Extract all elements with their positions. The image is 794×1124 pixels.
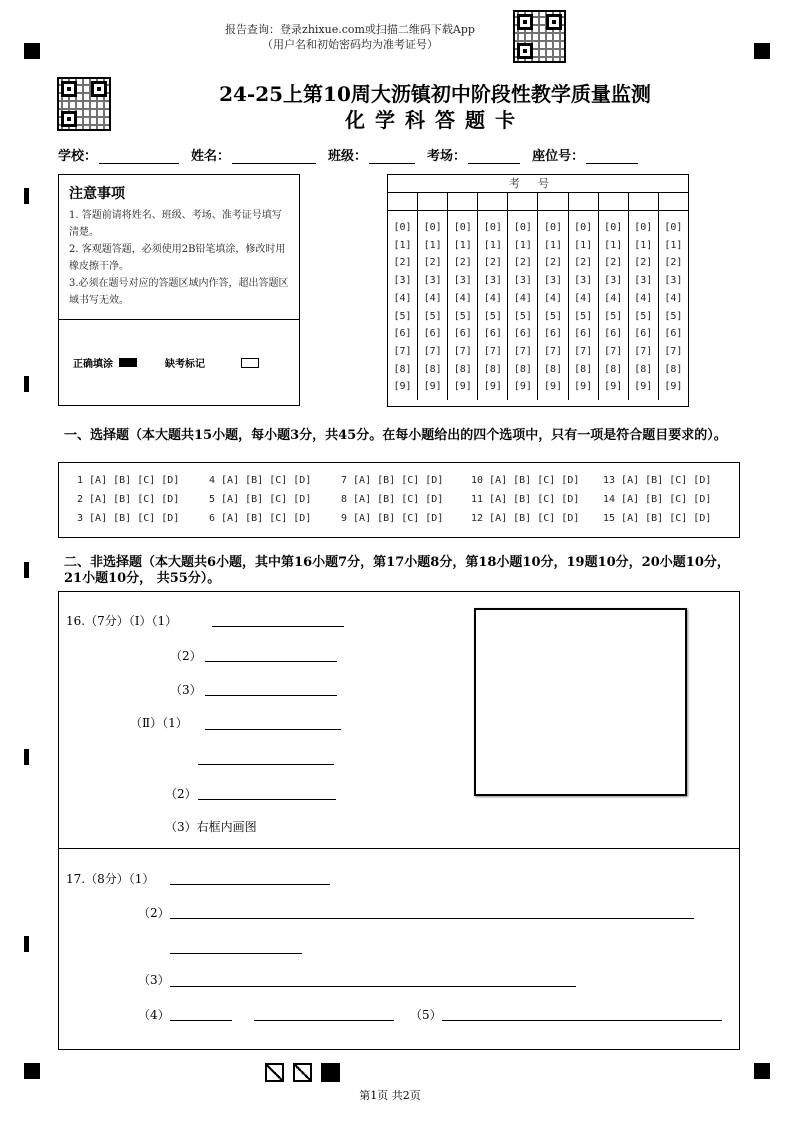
id-digit-bubble[interactable]: [0] [574,222,593,233]
student-id-column [599,211,629,400]
id-write-box[interactable] [629,193,659,210]
mc-question-15[interactable]: 15 [A] [B] [C] [D] [603,513,712,524]
page-number: 第1页 共2页 [359,1089,421,1102]
id-digit-bubble[interactable]: [1] [513,239,532,251]
mc-question-12[interactable]: 12 [A] [B] [C] [D] [471,513,580,524]
absent-checkbox[interactable] [241,358,259,368]
id-digit-bubble[interactable]: [8] [453,363,472,375]
q17-part-5: （5） [410,1008,442,1022]
report-query-note [215,22,485,52]
notice-item: 1. 答题前请将姓名、班级、考场、准考证号填写清楚。 [69,210,282,238]
student-id-write-boxes [388,193,688,211]
id-digit-bubble[interactable]: [6] [574,328,593,340]
id-digit-bubble[interactable]: [7] [453,345,472,357]
id-digit-bubble[interactable]: [0] [513,222,532,233]
mc-question-3[interactable]: 3 [A] [B] [C] [D] [77,513,180,524]
id-digit-bubble[interactable]: [4] [423,292,442,304]
id-digit-bubble[interactable]: [3] [664,275,683,287]
mc-question-14[interactable]: 14 [A] [B] [C] [D] [603,494,712,505]
page-marker-crossed [265,1063,284,1082]
id-digit-bubble[interactable]: [0] [543,222,563,233]
notice-box [58,174,300,406]
id-digit-bubble[interactable]: [6] [483,328,502,340]
school-label: 学校： [58,149,98,164]
id-digit-bubble[interactable]: [4] [604,292,623,304]
id-digit-bubble[interactable]: [5] [604,310,623,322]
id-digit-bubble[interactable]: [3] [453,275,472,287]
answer-line[interactable] [205,661,337,662]
id-digit-bubble[interactable]: [8] [664,363,683,375]
id-digit-bubble[interactable]: [5] [513,310,532,322]
mc-question-4[interactable]: 4 [A] [B] [C] [D] [209,475,312,486]
id-digit-bubble[interactable]: [9] [483,381,502,393]
notice-item: 3.必须在题号对应的答题区域内作答，超出答题区域书写无效。 [69,278,289,306]
answer-line[interactable] [205,695,337,696]
page-marker-crossed [293,1063,312,1082]
id-digit-bubble[interactable]: [6] [393,328,412,340]
q16-section-2: （Ⅱ）（1） [130,716,188,730]
side-timing-mark [24,562,29,578]
id-digit-bubble[interactable]: [1] [543,239,563,251]
id-digit-bubble[interactable]: [8] [604,363,623,375]
student-id-column [388,211,418,400]
answer-line[interactable] [170,953,302,954]
id-digit-bubble[interactable]: [5] [543,310,563,322]
notice-divider [59,319,299,320]
id-digit-bubble[interactable]: [6] [664,328,683,340]
id-write-box[interactable] [448,193,478,210]
id-write-box[interactable] [599,193,629,210]
id-digit-bubble[interactable]: [1] [453,239,472,251]
id-digit-bubble[interactable]: [6] [513,328,532,340]
id-digit-bubble[interactable]: [8] [634,363,653,375]
id-digit-bubble[interactable]: [8] [543,363,563,375]
student-id-column [478,211,508,400]
id-digit-bubble[interactable]: [0] [453,222,472,233]
notice-title: 注意事项 [69,186,125,202]
correct-fill-label: 正确填涂 [73,359,113,370]
id-digit-bubble[interactable]: [6] [543,328,563,340]
side-timing-mark [24,936,29,952]
student-id-column [508,211,538,400]
id-digit-bubble[interactable]: [0] [664,222,683,233]
id-digit-bubble[interactable]: [4] [483,292,502,304]
id-digit-bubble[interactable]: [9] [393,381,412,393]
seat-field[interactable] [586,150,638,164]
id-digit-bubble[interactable]: [9] [574,381,593,393]
answer-line[interactable] [198,799,336,800]
q17-part-4: （4） [138,1008,170,1022]
exam-room-field[interactable] [468,150,520,164]
id-digit-bubble[interactable]: [7] [664,345,683,357]
page-marker-filled [321,1063,340,1082]
id-digit-bubble[interactable]: [1] [634,239,653,251]
mc-question-8[interactable]: 8 [A] [B] [C] [D] [341,494,444,505]
alignment-mark [24,1063,40,1079]
id-digit-bubble[interactable]: [3] [574,275,593,287]
absent-label: 缺考标记 [165,359,205,370]
mc-question-10[interactable]: 10 [A] [B] [C] [D] [471,475,580,486]
exam-room-label: 考场： [427,149,467,164]
id-digit-bubble[interactable]: [2] [393,257,412,269]
id-digit-bubble[interactable]: [9] [664,381,683,393]
answer-line[interactable] [254,1020,394,1021]
id-digit-bubble[interactable]: [1] [483,239,502,251]
id-digit-bubble[interactable]: [9] [423,381,442,393]
qr-code-icon [57,77,111,131]
drawing-box[interactable] [474,608,687,796]
id-digit-bubble[interactable]: [7] [543,345,563,357]
answer-line[interactable] [170,1020,232,1021]
name-label: 姓名： [191,149,231,164]
id-digit-bubble[interactable]: [8] [393,363,412,375]
mc-question-1[interactable]: 1 [A] [B] [C] [D] [77,475,180,486]
note-line-2: （用户名和初始密码均为准考证号） [262,38,438,51]
answer-line[interactable] [170,884,330,885]
answer-line[interactable] [170,986,576,987]
qr-code-icon [513,10,566,63]
id-digit-bubble[interactable]: [2] [574,257,593,269]
id-digit-bubble[interactable]: [4] [453,292,472,304]
id-digit-bubble[interactable]: [3] [423,275,442,287]
id-digit-bubble[interactable]: [2] [543,257,563,269]
id-digit-bubble[interactable]: [0] [483,222,502,233]
id-digit-bubble[interactable]: [5] [453,310,472,322]
id-write-box[interactable] [418,193,448,210]
student-id-bubbles [388,211,688,400]
id-digit-bubble[interactable]: [1] [393,239,412,251]
id-digit-bubble[interactable]: [2] [483,257,502,269]
id-digit-bubble[interactable]: [9] [604,381,623,393]
notice-item: 2. 客观题答题，必须使用2B铅笔填涂，修改时用橡皮擦干净。 [69,244,286,272]
student-id-column [538,211,568,400]
id-digit-bubble[interactable]: [6] [423,328,442,340]
school-field[interactable] [99,150,179,164]
id-digit-bubble[interactable]: [4] [574,292,593,304]
student-id-grid [387,174,689,407]
id-digit-bubble[interactable]: [9] [513,381,532,393]
id-digit-bubble[interactable]: [3] [543,275,563,287]
id-digit-bubble[interactable]: [5] [664,310,683,322]
section2-title: 二、非选择题（本大题共6小题，其中第16小题7分，第17小题8分，第18小题10分，19题10分，20小题10分，21小题10分， 共55分）。 [64,555,730,586]
mc-question-5[interactable]: 5 [A] [B] [C] [D] [209,494,312,505]
student-id-column [448,211,478,400]
id-write-box[interactable] [659,193,688,210]
correct-fill-sample [119,358,137,367]
id-digit-bubble[interactable]: [8] [513,363,532,375]
id-digit-bubble[interactable]: [7] [604,345,623,357]
answer-line[interactable] [212,626,344,627]
mc-question-6[interactable]: 6 [A] [B] [C] [D] [209,513,312,524]
id-digit-bubble[interactable]: [7] [574,345,593,357]
q16-part-3: （3） [170,683,202,697]
student-id-column [629,211,659,400]
q17-label: 17.（8分）（1） [66,872,155,886]
id-digit-bubble[interactable]: [0] [423,222,442,233]
mc-question-13[interactable]: 13 [A] [B] [C] [D] [603,475,712,486]
id-digit-bubble[interactable]: [3] [604,275,623,287]
q16-part-2: （2） [170,649,202,663]
name-field[interactable] [232,150,316,164]
id-digit-bubble[interactable]: [4] [393,292,412,304]
id-digit-bubble[interactable]: [5] [483,310,502,322]
answer-line[interactable] [170,918,694,919]
id-digit-bubble[interactable]: [4] [513,292,532,304]
id-digit-bubble[interactable]: [6] [453,328,472,340]
student-info-row [58,145,758,164]
mc-question-7[interactable]: 7 [A] [B] [C] [D] [341,475,444,486]
id-digit-bubble[interactable]: [0] [393,222,412,233]
id-write-box[interactable] [538,193,568,210]
id-digit-bubble[interactable]: [2] [604,257,623,269]
id-digit-bubble[interactable]: [2] [453,257,472,269]
id-write-box[interactable] [569,193,599,210]
exam-title: 24-25上第10周大沥镇初中阶段性教学质量监测 [219,82,651,106]
id-digit-bubble[interactable]: [4] [664,292,683,304]
id-digit-bubble[interactable]: [5] [634,310,653,322]
id-digit-bubble[interactable]: [1] [604,239,623,251]
id-digit-bubble[interactable]: [4] [634,292,653,304]
multiple-choice-box [58,462,740,538]
side-timing-mark [24,376,29,392]
seat-label: 座位号： [532,149,585,164]
class-label: 班级： [328,149,368,164]
q17-part-2: （2） [138,906,170,920]
mc-question-11[interactable]: 11 [A] [B] [C] [D] [471,494,580,505]
mc-question-2[interactable]: 2 [A] [B] [C] [D] [77,494,180,505]
id-digit-bubble[interactable]: [1] [664,239,683,251]
alignment-mark [754,1063,770,1079]
q16-sec2-part-2: （2） [165,787,197,801]
note-line-1: 报告查询：登录zhixue.com或扫描二维码下载App [225,23,475,36]
id-digit-bubble[interactable]: [2] [513,257,532,269]
id-digit-bubble[interactable]: [3] [634,275,653,287]
q16-sec2-part-3: （3）右框内画图 [165,820,257,834]
id-digit-bubble[interactable]: [7] [634,345,653,357]
id-digit-bubble[interactable]: [8] [423,363,442,375]
q16-label: 16.（7分）（Ⅰ）（1） [66,614,178,628]
id-digit-bubble[interactable]: [8] [574,363,593,375]
id-digit-bubble[interactable]: [7] [513,345,532,357]
q17-part-3: （3） [138,973,170,987]
id-digit-bubble[interactable]: [2] [423,257,442,269]
id-digit-bubble[interactable]: [7] [483,345,502,357]
id-digit-bubble[interactable]: [3] [393,275,412,287]
id-digit-bubble[interactable]: [3] [513,275,532,287]
student-id-column [659,211,688,400]
id-digit-bubble[interactable]: [6] [634,328,653,340]
id-digit-bubble[interactable]: [4] [543,292,563,304]
side-timing-mark [24,749,29,765]
id-digit-bubble[interactable]: [0] [604,222,623,233]
class-field[interactable] [369,150,415,164]
id-digit-bubble[interactable]: [5] [574,310,593,322]
id-digit-bubble[interactable]: [7] [423,345,442,357]
answer-line[interactable] [205,729,341,730]
id-write-box[interactable] [508,193,538,210]
id-digit-bubble[interactable]: [2] [634,257,653,269]
alignment-mark [24,43,40,59]
fill-legend [73,355,259,370]
alignment-mark [754,43,770,59]
id-digit-bubble[interactable]: [3] [483,275,502,287]
subject-title: 化学科答题卡 [345,108,525,132]
id-digit-bubble[interactable]: [9] [453,381,472,393]
answer-line[interactable] [442,1020,722,1021]
id-digit-bubble[interactable]: [9] [543,381,563,393]
student-id-column [569,211,599,400]
mc-question-9[interactable]: 9 [A] [B] [C] [D] [341,513,444,524]
student-id-title: 考号 [388,175,688,193]
id-digit-bubble[interactable]: [0] [634,222,653,233]
id-write-box[interactable] [478,193,508,210]
id-digit-bubble[interactable]: [7] [393,345,412,357]
answer-line[interactable] [198,764,334,765]
id-digit-bubble[interactable]: [8] [483,363,502,375]
id-write-box[interactable] [388,193,418,210]
id-digit-bubble[interactable]: [9] [634,381,653,393]
side-timing-mark [24,188,29,204]
id-digit-bubble[interactable]: [1] [574,239,593,251]
id-digit-bubble[interactable]: [1] [423,239,442,251]
id-digit-bubble[interactable]: [5] [423,310,442,322]
id-digit-bubble[interactable]: [5] [393,310,412,322]
section1-title: 一、选择题（本大题共15小题，每小题3分，共45分。在每小题给出的四个选项中，只有一项是符合题目要求的）。 [64,428,727,443]
id-digit-bubble[interactable]: [6] [604,328,623,340]
id-digit-bubble[interactable]: [2] [664,257,683,269]
student-id-column [418,211,448,400]
